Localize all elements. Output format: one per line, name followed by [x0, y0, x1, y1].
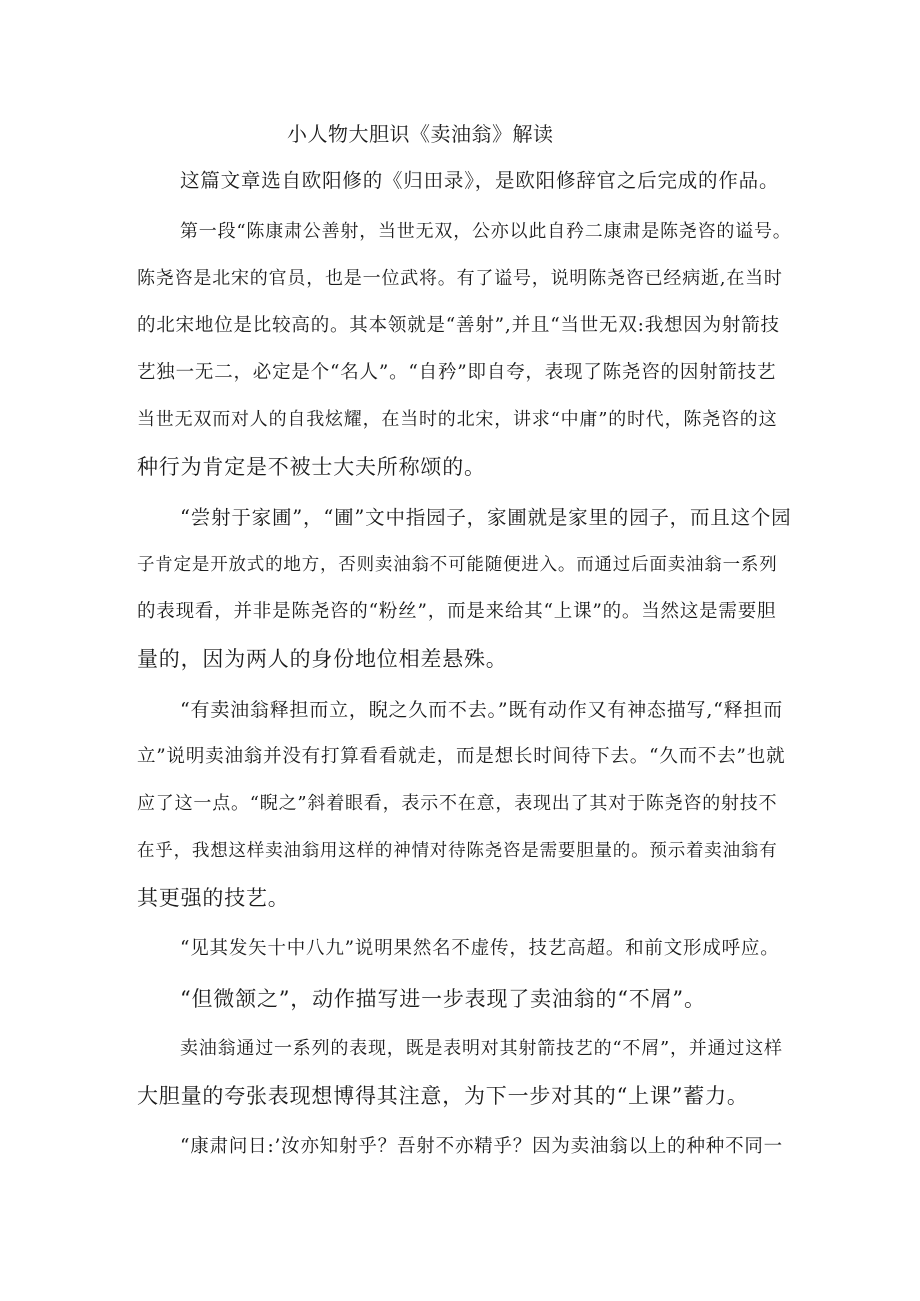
text-line: “康肃问日:’汝亦知射乎？吾射不亦精乎？因为卖油翁以上的种种不同一: [180, 1136, 783, 1157]
text-line: 艺独一无二，必定是个“名人”。“自矜”即自夸，表现了陈尧咨的因射箭技艺: [137, 362, 777, 383]
text-line: “尝射于家圃”，“圃”文中指园子，家圃就是家里的园子，而且这个园: [180, 506, 792, 529]
text-line: “但微颔之”，动作描写进一步表现了卖油翁的“不屑”。: [180, 987, 706, 1011]
text-line: 的北宋地位是比较高的。其本领就是“善射”,并且“当世无双:我想因为射箭技: [137, 315, 780, 336]
text-line: 陈尧咨是北宋的官员，也是一位武将。有了谥号，说明陈尧咨已经病逝,在当时: [137, 268, 783, 289]
text-line: 立”说明卖油翁并没有打算看看就走，而是想长时间待下去。“久而不去”也就: [137, 746, 786, 767]
text-line: “见其发矢十中八九”说明果然名不虚传，技艺高超。和前文形成呼应。: [180, 938, 780, 959]
text-line: “有卖油翁释担而立，睨之久而不去。”既有动作又有神态描写,“释担而: [180, 699, 784, 721]
text-line: 种行为肯定是不被士大夫所称颂的。: [137, 455, 486, 479]
text-line: 这篇文章选自欧阳修的《归田录》，是欧阳修辞官之后完成的作品。: [180, 169, 780, 192]
text-line: 量的，因为两人的身份地位相差悬殊。: [137, 647, 508, 671]
text-line: 第一段“陈康肃公善射，当世无双，公亦以此自矜二康肃是陈尧咨的谥号。: [180, 221, 792, 242]
text-line: 当世无双而对人的自我炫耀，在当时的北宋，讲求“中庸”的时代，陈尧咨的这: [137, 409, 778, 430]
text-line: 其更强的技艺。: [137, 886, 290, 910]
text-line: 的表现看，并非是陈尧咨的“粉丝”，而是来给其“上课”的。当然这是需要胆: [137, 601, 777, 622]
text-line: 卖油翁通过一系列的表现，既是表明对其射箭技艺的“不屑”，并通过这样: [180, 1038, 783, 1059]
text-line: 应了这一点。“睨之”斜着眼看，表示不在意，表现出了其对于陈尧咨的射技不: [137, 793, 778, 814]
text-line: 子肯定是开放式的地方，否则卖油翁不可能随便进入。而通过后面卖油翁一系列: [137, 555, 778, 575]
text-line: 在乎，我想这样卖油翁用这样的神情对待陈尧咨是需要胆量的。预示着卖油翁有: [137, 841, 778, 861]
text-line: 大胆量的夸张表现想博得其注意，为下一步对其的“上课”蓄力。: [137, 1084, 749, 1108]
document-title: 小人物大胆识《卖油翁》解读: [287, 122, 554, 146]
